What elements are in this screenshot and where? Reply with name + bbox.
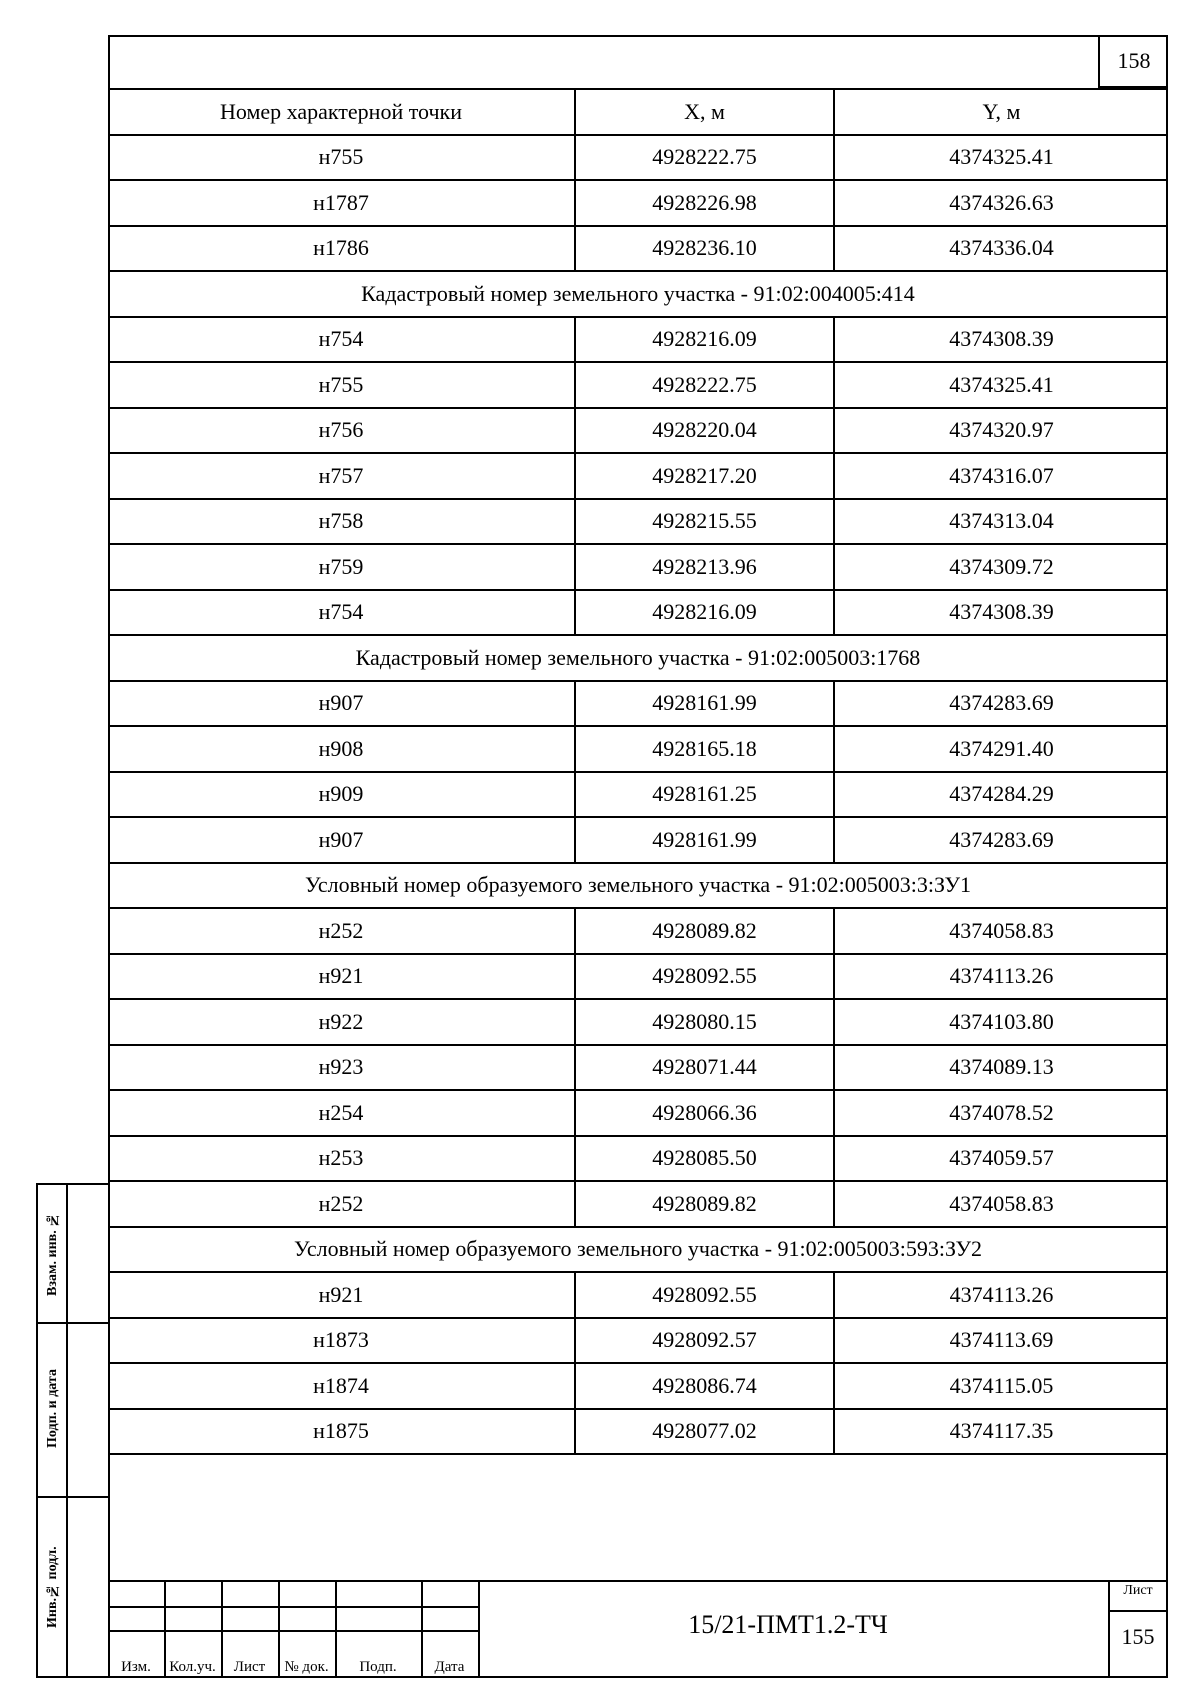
table-row [108,499,1168,545]
y-coordinate-cell: 4374117.35 [834,1409,1168,1455]
x-coordinate-cell: 4928161.99 [575,817,834,863]
y-coordinate-cell: 4374283.69 [834,681,1168,727]
point-id-cell: н1787 [108,180,575,226]
x-coordinate-cell: 4928222.75 [575,362,834,408]
y-coordinate-cell: 4374089.13 [834,1045,1168,1091]
header-x: X, м [575,89,834,135]
point-id-cell: н755 [108,362,575,408]
y-coordinate-cell: 4374284.29 [834,772,1168,818]
point-id-cell: н1874 [108,1363,575,1409]
section-row [108,271,1168,317]
x-coordinate-cell: 4928215.55 [575,499,834,545]
x-coordinate-cell: 4928092.57 [575,1318,834,1364]
y-coordinate-cell: 4374113.26 [834,1272,1168,1318]
section-title: Условный номер образуемого земельного участка - 91:02:005003:593:ЗУ2 [108,1227,1168,1273]
sheet-label: Лист [1123,1583,1153,1598]
table-row [108,908,1168,954]
section-title: Кадастровый номер земельного участка - 91:02:004005:414 [108,271,1168,317]
point-id-cell: н908 [108,726,575,772]
x-coordinate-cell: 4928066.36 [575,1090,834,1136]
approval-margin [36,1183,108,1678]
table-row [108,954,1168,1000]
table-header-row [108,89,1168,135]
y-coordinate-cell: 4374078.52 [834,1090,1168,1136]
y-coordinate-cell: 4374059.57 [834,1136,1168,1182]
table-row [108,999,1168,1045]
y-coordinate-cell: 4374325.41 [834,135,1168,181]
sheet-number: 155 [1121,1624,1155,1649]
y-coordinate-cell: 4374308.39 [834,590,1168,636]
table-row [108,544,1168,590]
col-date: Дата [434,1659,465,1675]
table-row [108,1363,1168,1409]
x-coordinate-cell: 4928077.02 [575,1409,834,1455]
y-coordinate-cell: 4374115.05 [834,1363,1168,1409]
point-id-cell: н1875 [108,1409,575,1455]
document-code: 15/21-ПМТ1.2-ТЧ [688,1610,888,1639]
y-coordinate-cell: 4374326.63 [834,180,1168,226]
title-block [108,1580,1168,1678]
point-id-cell: н252 [108,1181,575,1227]
col-signature: Подп. [359,1659,397,1675]
section-row [108,635,1168,681]
x-coordinate-cell: 4928089.82 [575,1181,834,1227]
table-row [108,453,1168,499]
side-label-replacement-inv: Взам. инв. № [45,1211,60,1296]
table-row [108,1136,1168,1182]
x-coordinate-cell: 4928085.50 [575,1136,834,1182]
table-row [108,1045,1168,1091]
table-row [108,1272,1168,1318]
point-id-cell: н757 [108,453,575,499]
point-id-cell: н907 [108,681,575,727]
point-id-cell: н907 [108,817,575,863]
table-row [108,1409,1168,1455]
section-row [108,1227,1168,1273]
table-row [108,1181,1168,1227]
point-id-cell: н252 [108,908,575,954]
point-id-cell: н1786 [108,226,575,272]
table-row [108,772,1168,818]
y-coordinate-cell: 4374283.69 [834,817,1168,863]
section-title: Условный номер образуемого земельного участка - 91:02:005003:3:ЗУ1 [108,863,1168,909]
x-coordinate-cell: 4928216.09 [575,317,834,363]
x-coordinate-cell: 4928217.20 [575,453,834,499]
table-row [108,726,1168,772]
table-row [108,681,1168,727]
y-coordinate-cell: 4374113.26 [834,954,1168,1000]
table-row [108,362,1168,408]
table-row [108,180,1168,226]
x-coordinate-cell: 4928220.04 [575,408,834,454]
section-row [108,863,1168,909]
point-id-cell: н921 [108,1272,575,1318]
y-coordinate-cell: 4374325.41 [834,362,1168,408]
point-id-cell: н758 [108,499,575,545]
y-coordinate-cell: 4374309.72 [834,544,1168,590]
x-coordinate-cell: 4928226.98 [575,180,834,226]
header-point-number: Номер характерной точки [108,89,575,135]
side-label-signature-date: Подп. и дата [45,1369,60,1449]
top-sheet-number: 158 [1098,35,1168,88]
table-row [108,1318,1168,1364]
x-coordinate-cell: 4928161.25 [575,772,834,818]
header-y: Y, м [834,89,1168,135]
point-id-cell: н1873 [108,1318,575,1364]
coordinates-table [108,88,1168,1455]
x-coordinate-cell: 4928213.96 [575,544,834,590]
table-row [108,135,1168,181]
table-row [108,817,1168,863]
y-coordinate-cell: 4374336.04 [834,226,1168,272]
y-coordinate-cell: 4374316.07 [834,453,1168,499]
section-title: Кадастровый номер земельного участка - 91:02:005003:1768 [108,635,1168,681]
x-coordinate-cell: 4928216.09 [575,590,834,636]
x-coordinate-cell: 4928080.15 [575,999,834,1045]
y-coordinate-cell: 4374058.83 [834,1181,1168,1227]
point-id-cell: н754 [108,590,575,636]
x-coordinate-cell: 4928161.99 [575,681,834,727]
x-coordinate-cell: 4928092.55 [575,1272,834,1318]
x-coordinate-cell: 4928092.55 [575,954,834,1000]
table-row [108,226,1168,272]
point-id-cell: н755 [108,135,575,181]
point-id-cell: н923 [108,1045,575,1091]
table-row [108,1090,1168,1136]
point-id-cell: н254 [108,1090,575,1136]
point-id-cell: н253 [108,1136,575,1182]
y-coordinate-cell: 4374113.69 [834,1318,1168,1364]
y-coordinate-cell: 4374058.83 [834,908,1168,954]
x-coordinate-cell: 4928236.10 [575,226,834,272]
y-coordinate-cell: 4374320.97 [834,408,1168,454]
table-row [108,408,1168,454]
col-doc-no: № док. [284,1659,329,1675]
x-coordinate-cell: 4928086.74 [575,1363,834,1409]
col-sheet: Лист [233,1659,266,1675]
point-id-cell: н756 [108,408,575,454]
point-id-cell: н759 [108,544,575,590]
x-coordinate-cell: 4928165.18 [575,726,834,772]
x-coordinate-cell: 4928071.44 [575,1045,834,1091]
y-coordinate-cell: 4374313.04 [834,499,1168,545]
y-coordinate-cell: 4374103.80 [834,999,1168,1045]
y-coordinate-cell: 4374308.39 [834,317,1168,363]
side-label-original-inv: Инв.№ подл. [45,1546,60,1628]
x-coordinate-cell: 4928222.75 [575,135,834,181]
table-row [108,317,1168,363]
point-id-cell: н922 [108,999,575,1045]
col-qty: Кол.уч. [169,1659,216,1675]
table-row [108,590,1168,636]
x-coordinate-cell: 4928089.82 [575,908,834,954]
y-coordinate-cell: 4374291.40 [834,726,1168,772]
point-id-cell: н921 [108,954,575,1000]
point-id-cell: н909 [108,772,575,818]
col-change: Изм. [121,1659,151,1675]
point-id-cell: н754 [108,317,575,363]
